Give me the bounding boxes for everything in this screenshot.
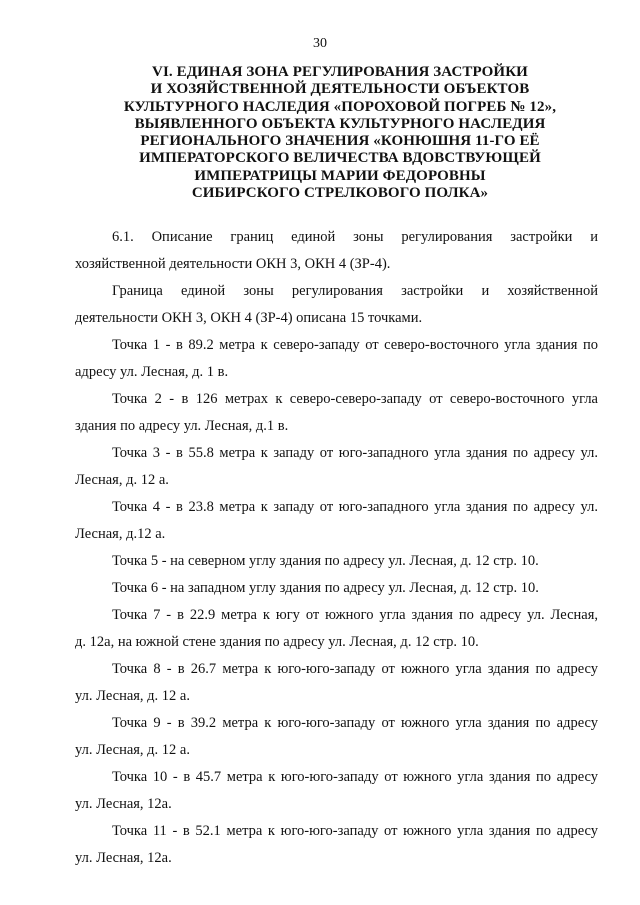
text-line: ул. Лесная, 12а. bbox=[75, 850, 172, 866]
text-line: Точка 4 - в 23.8 метра к западу от юго-западного угла здания по адресу ул. bbox=[112, 499, 598, 515]
text-line: деятельности ОКН 3, ОКН 4 (ЗР-4) описана 15 точками. bbox=[75, 310, 423, 326]
text-line: Точка 8 - в 26.7 метра к юго-юго-западу от южного угла здания по адресу bbox=[112, 661, 598, 677]
paragraph-point-6 bbox=[75, 575, 598, 602]
paragraph-point-2 bbox=[75, 386, 598, 440]
text-line: ул. Лесная, 12а. bbox=[75, 796, 172, 812]
heading-line: ИМПЕРАТОРСКОГО ВЕЛИЧЕСТВА ВДОВСТВУЮЩЕЙ bbox=[139, 150, 541, 167]
paragraph-point-8 bbox=[75, 656, 598, 710]
paragraph-point-7 bbox=[75, 602, 598, 656]
text-line: адресу ул. Лесная, д. 1 в. bbox=[75, 364, 229, 380]
paragraph-point-11 bbox=[75, 818, 598, 872]
text-line: ул. Лесная, д. 12 а. bbox=[75, 688, 190, 704]
text-line: Точка 2 - в 126 метрах к северо-северо-западу от северо-восточного угла bbox=[112, 391, 598, 407]
heading-line: И ХОЗЯЙСТВЕННОЙ ДЕЯТЕЛЬНОСТИ ОБЪЕКТОВ bbox=[150, 81, 530, 98]
heading-line: РЕГИОНАЛЬНОГО ЗНАЧЕНИЯ «КОНЮШНЯ 11-ГО ЕЁ bbox=[140, 133, 540, 150]
text-line: Точка 9 - в 39.2 метра к юго-юго-западу от южного угла здания по адресу bbox=[112, 715, 598, 731]
text-line: Лесная, д.12 а. bbox=[75, 526, 166, 542]
heading-line: VI. ЕДИНАЯ ЗОНА РЕГУЛИРОВАНИЯ ЗАСТРОЙКИ bbox=[152, 64, 528, 80]
heading-line: КУЛЬТУРНОГО НАСЛЕДИЯ «ПОРОХОВОЙ ПОГРЕБ № 12», bbox=[123, 98, 557, 115]
text-line: хозяйственной деятельности ОКН 3, ОКН 4 (ЗР-4). bbox=[75, 256, 391, 272]
text-line: Точка 10 - в 45.7 метра к юго-юго-западу от южного угла здания по адресу bbox=[112, 769, 598, 785]
page-number: 30 bbox=[313, 36, 327, 51]
paragraph-point-9 bbox=[75, 710, 598, 764]
paragraph-point-10 bbox=[75, 764, 598, 818]
text-line: 6.1. Описание границ единой зоны регулирования застройки и bbox=[112, 229, 598, 245]
heading-line: СИБИРСКОГО СТРЕЛКОВОГО ПОЛКА» bbox=[191, 185, 489, 202]
text-line: Точка 1 - в 89.2 метра к северо-западу от северо-восточного угла здания по bbox=[112, 337, 598, 353]
text-line: Точка 6 - на западном углу здания по адресу ул. Лесная, д. 12 стр. 10. bbox=[112, 580, 539, 596]
text-line: Граница единой зоны регулирования застройки и хозяйственной bbox=[112, 283, 598, 299]
text-line: Точка 7 - в 22.9 метра к югу от южного угла здания по адресу ул. Лесная, bbox=[112, 607, 598, 623]
document-body bbox=[75, 224, 598, 872]
paragraph-point-1 bbox=[75, 332, 598, 386]
text-line: здания по адресу ул. Лесная, д.1 в. bbox=[75, 418, 289, 434]
section-heading bbox=[80, 64, 600, 202]
paragraph-point-4 bbox=[75, 494, 598, 548]
paragraph-point-3 bbox=[75, 440, 598, 494]
text-line: Точка 3 - в 55.8 метра к западу от юго-западного угла здания по адресу ул. bbox=[112, 445, 598, 461]
text-line: Лесная, д. 12 а. bbox=[75, 472, 169, 488]
text-line: Точка 5 - на северном углу здания по адресу ул. Лесная, д. 12 стр. 10. bbox=[112, 553, 539, 569]
text-line: Точка 11 - в 52.1 метра к юго-юго-западу от южного угла здания по адресу bbox=[112, 823, 598, 839]
paragraph-boundary bbox=[75, 278, 598, 332]
paragraph-point-5 bbox=[75, 548, 598, 575]
paragraph-6-1 bbox=[75, 224, 598, 278]
heading-line: ВЫЯВЛЕННОГО ОБЪЕКТА КУЛЬТУРНОГО НАСЛЕДИЯ bbox=[134, 115, 546, 132]
heading-line: ИМПЕРАТРИЦЫ МАРИИ ФЕДОРОВНЫ bbox=[194, 167, 486, 184]
text-line: ул. Лесная, д. 12 а. bbox=[75, 742, 190, 758]
text-line: д. 12а, на южной стене здания по адресу ул. Лесная, д. 12 стр. 10. bbox=[75, 634, 479, 650]
